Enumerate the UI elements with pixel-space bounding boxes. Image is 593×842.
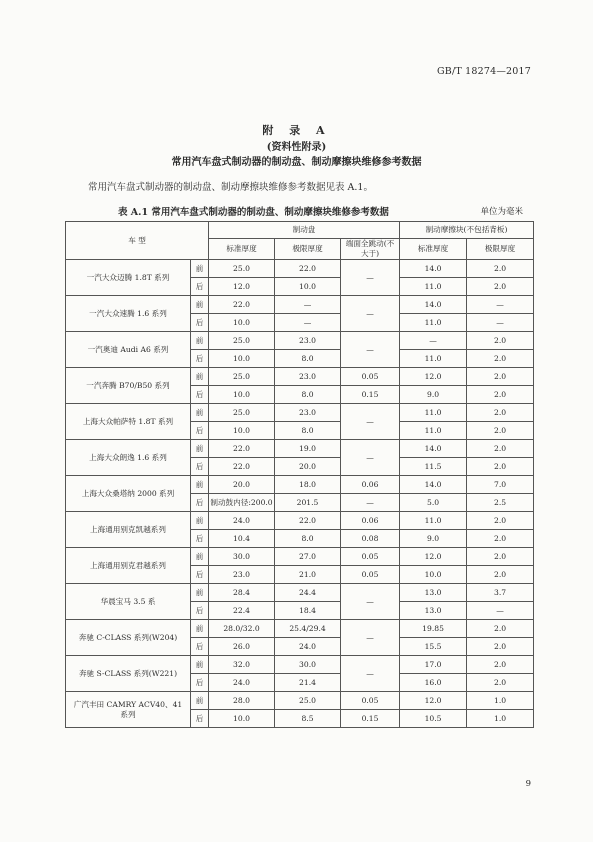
cell-disc-limit: 10.0 [275,278,341,296]
cell-pad-limit: 2.5 [467,494,534,512]
cell-disc-limit: 8.0 [275,422,341,440]
cell-disc-std: 28.0/32.0 [209,620,275,638]
header-disc-std: 标准厚度 [209,239,275,260]
cell-disc-std: 28.0 [209,692,275,710]
cell-pad-std: — [400,332,467,350]
cell-model: 上海通用别克君越系列 [66,548,191,584]
cell-pad-limit: 2.0 [467,566,534,584]
cell-disc-limit: 21.0 [275,566,341,584]
cell-pad-limit: 2.0 [467,548,534,566]
cell-disc-limit: 18.0 [275,476,341,494]
cell-pad-std: 11.0 [400,512,467,530]
cell-pad-std: 11.0 [400,404,467,422]
cell-disc-limit: 19.0 [275,440,341,458]
cell-pad-std: 19.85 [400,620,467,638]
table-row [66,368,534,386]
intro-paragraph: 常用汽车盘式制动器的制动盘、制动摩擦块维修参考数据见表 A.1。 [88,182,373,193]
table-row [66,440,534,458]
cell-pad-limit: 2.0 [467,278,534,296]
cell-disc-std: 25.0 [209,260,275,278]
cell-disc-std: 22.4 [209,602,275,620]
cell-position: 后 [191,602,209,620]
cell-disc-limit: 24.0 [275,638,341,656]
cell-pad-std: 10.5 [400,710,467,728]
cell-disc-std: 26.0 [209,638,275,656]
cell-disc-limit: 23.0 [275,404,341,422]
cell-pad-limit: 2.0 [467,404,534,422]
cell-position: 后 [191,710,209,728]
cell-model: 一汽大众速腾 1.6 系列 [66,296,191,332]
cell-disc-limit: — [275,314,341,332]
cell-position: 前 [191,584,209,602]
cell-pad-std: 13.0 [400,584,467,602]
cell-disc-limit: 25.0 [275,692,341,710]
cell-model: 上海大众桑塔纳 2000 系列 [66,476,191,512]
cell-pad-limit: 2.0 [467,530,534,548]
cell-position: 后 [191,422,209,440]
appendix-title: 常用汽车盘式制动器的制动盘、制动摩擦块维修参考数据 [171,157,422,168]
cell-position: 前 [191,476,209,494]
cell-disc-std: 10.0 [209,314,275,332]
cell-pad-std: 11.0 [400,350,467,368]
cell-disc-std: 25.0 [209,332,275,350]
cell-pad-std: 13.0 [400,602,467,620]
cell-disc-runout: 0.06 [341,476,400,494]
cell-position: 前 [191,296,209,314]
page-number: 9 [525,779,531,789]
cell-disc-runout: 0.05 [341,692,400,710]
cell-pad-std: 11.5 [400,458,467,476]
cell-disc-std: 25.0 [209,368,275,386]
cell-disc-std: 30.0 [209,548,275,566]
cell-pad-std: 9.0 [400,530,467,548]
cell-pad-limit: 2.0 [467,620,534,638]
table-row [66,296,534,314]
cell-pad-limit: 2.0 [467,512,534,530]
cell-position: 前 [191,440,209,458]
cell-position: 后 [191,314,209,332]
cell-disc-std: 22.0 [209,296,275,314]
cell-disc-std: 25.0 [209,404,275,422]
cell-disc-runout: — [341,296,400,332]
cell-position: 前 [191,368,209,386]
cell-disc-std: 22.0 [209,458,275,476]
cell-pad-limit: 2.0 [467,440,534,458]
header-pad-std: 标准厚度 [400,239,467,260]
cell-position: 前 [191,512,209,530]
cell-pad-std: 12.0 [400,368,467,386]
cell-position: 前 [191,332,209,350]
table-row [66,620,534,638]
cell-pad-limit: 1.0 [467,710,534,728]
cell-pad-std: 14.0 [400,440,467,458]
cell-model: 奔驰 C-CLASS 系列(W204) [66,620,191,656]
cell-position: 后 [191,566,209,584]
cell-pad-limit: — [467,602,534,620]
cell-pad-std: 12.0 [400,548,467,566]
cell-disc-limit: 23.0 [275,332,341,350]
cell-disc-std: 22.0 [209,440,275,458]
cell-model: 一汽大众迈腾 1.8T 系列 [66,260,191,296]
cell-disc-std: 23.0 [209,566,275,584]
cell-pad-limit: 2.0 [467,368,534,386]
cell-position: 后 [191,530,209,548]
cell-disc-std: 24.0 [209,674,275,692]
cell-disc-std: 20.0 [209,476,275,494]
cell-pad-std: 17.0 [400,656,467,674]
cell-disc-limit: 23.0 [275,368,341,386]
cell-disc-std: 10.4 [209,530,275,548]
cell-model: 一汽奥迪 Audi A6 系列 [66,332,191,368]
cell-model: 广汽丰田 CAMRY ACV40、41 系列 [66,692,191,728]
cell-pad-limit: 2.0 [467,350,534,368]
cell-pad-std: 11.0 [400,422,467,440]
cell-position: 后 [191,638,209,656]
cell-disc-limit: 8.0 [275,530,341,548]
cell-disc-limit: 21.4 [275,674,341,692]
cell-pad-std: 15.5 [400,638,467,656]
cell-disc-runout: 0.08 [341,530,400,548]
cell-position: 前 [191,260,209,278]
cell-pad-std: 16.0 [400,674,467,692]
cell-disc-std: 24.0 [209,512,275,530]
maintenance-data-table [65,221,534,728]
cell-position: 前 [191,620,209,638]
standard-number: GB/T 18274—2017 [436,66,531,77]
table-body [66,260,534,728]
cell-pad-limit: 2.0 [467,332,534,350]
cell-disc-runout: 0.05 [341,548,400,566]
cell-position: 后 [191,350,209,368]
cell-disc-limit: 20.0 [275,458,341,476]
cell-disc-std: 10.0 [209,422,275,440]
appendix-note: (资料性附录) [266,142,327,153]
cell-pad-std: 12.0 [400,692,467,710]
appendix-heading: 附 录 A [262,124,331,137]
cell-disc-runout: 0.15 [341,710,400,728]
cell-pad-std: 9.0 [400,386,467,404]
cell-model: 上海大众帕萨特 1.8T 系列 [66,404,191,440]
cell-disc-limit: 8.5 [275,710,341,728]
table-row [66,548,534,566]
cell-disc-std: 10.0 [209,386,275,404]
cell-position: 前 [191,656,209,674]
cell-model: 上海大众朗逸 1.6 系列 [66,440,191,476]
cell-pad-std: 5.0 [400,494,467,512]
cell-disc-std: 32.0 [209,656,275,674]
table-row [66,692,534,710]
cell-pad-limit: 2.0 [467,260,534,278]
cell-disc-limit: 8.0 [275,350,341,368]
cell-pad-std: 14.0 [400,260,467,278]
table-unit: 单位为毫米 [480,207,523,217]
table-title: 表 A.1 常用汽车盘式制动器的制动盘、制动摩擦块维修参考数据 [118,207,389,218]
table-row [66,260,534,278]
cell-disc-limit: 30.0 [275,656,341,674]
cell-disc-runout: — [341,494,400,512]
cell-pad-std: 11.0 [400,278,467,296]
cell-position: 前 [191,548,209,566]
cell-model: 上海通用别克凯越系列 [66,512,191,548]
cell-pad-limit: 3.7 [467,584,534,602]
header-pad-limit: 极限厚度 [467,239,534,260]
cell-position: 前 [191,404,209,422]
cell-disc-limit: 18.4 [275,602,341,620]
cell-disc-limit: 22.0 [275,260,341,278]
header-disc: 制动盘 [209,222,400,239]
cell-pad-limit: — [467,296,534,314]
cell-disc-limit: 201.5 [275,494,341,512]
header-pad: 制动摩擦块(不包括背板) [400,222,534,239]
cell-disc-runout: — [341,260,400,296]
cell-position: 后 [191,386,209,404]
header-disc-runout: 端面全跳动(不大于) [341,239,400,260]
cell-disc-std: 制动鼓内径:200.0 [209,494,275,512]
cell-disc-runout: — [341,404,400,440]
cell-pad-limit: 2.0 [467,638,534,656]
cell-position: 后 [191,494,209,512]
table-row [66,584,534,602]
cell-pad-std: 14.0 [400,476,467,494]
cell-pad-limit: — [467,314,534,332]
cell-disc-limit: 22.0 [275,512,341,530]
cell-pad-limit: 2.0 [467,674,534,692]
cell-pad-limit: 2.0 [467,386,534,404]
cell-pad-std: 10.0 [400,566,467,584]
cell-disc-limit: 24.4 [275,584,341,602]
cell-disc-std: 28.4 [209,584,275,602]
cell-position: 后 [191,674,209,692]
cell-disc-std: 12.0 [209,278,275,296]
cell-position: 后 [191,278,209,296]
cell-disc-runout: — [341,656,400,692]
cell-pad-limit: 7.0 [467,476,534,494]
cell-disc-limit: 27.0 [275,548,341,566]
cell-disc-runout: 0.06 [341,512,400,530]
table-row [66,656,534,674]
table-row [66,476,534,494]
cell-disc-runout: — [341,332,400,368]
cell-pad-limit: 2.0 [467,656,534,674]
cell-disc-runout: — [341,584,400,620]
cell-disc-runout: 0.05 [341,566,400,584]
cell-disc-runout: — [341,440,400,476]
table-header-row [66,222,534,239]
table-row [66,404,534,422]
cell-disc-runout: 0.05 [341,368,400,386]
cell-position: 前 [191,692,209,710]
cell-disc-limit: 25.4/29.4 [275,620,341,638]
cell-pad-limit: 2.0 [467,458,534,476]
cell-model: 华晨宝马 3.5 系 [66,584,191,620]
cell-disc-runout: 0.15 [341,386,400,404]
cell-pad-limit: 2.0 [467,422,534,440]
cell-model: 一汽奔腾 B70/B50 系列 [66,368,191,404]
table-row [66,512,534,530]
cell-position: 后 [191,458,209,476]
cell-disc-limit: 8.0 [275,386,341,404]
header-disc-limit: 极限厚度 [275,239,341,260]
cell-pad-std: 11.0 [400,314,467,332]
cell-model: 奔驰 S-CLASS 系列(W221) [66,656,191,692]
table-row [66,332,534,350]
header-model: 车 型 [66,222,209,260]
cell-disc-runout: — [341,620,400,656]
cell-disc-std: 10.0 [209,350,275,368]
cell-disc-limit: — [275,296,341,314]
cell-disc-std: 10.0 [209,710,275,728]
cell-pad-limit: 1.0 [467,692,534,710]
cell-pad-std: 14.0 [400,296,467,314]
